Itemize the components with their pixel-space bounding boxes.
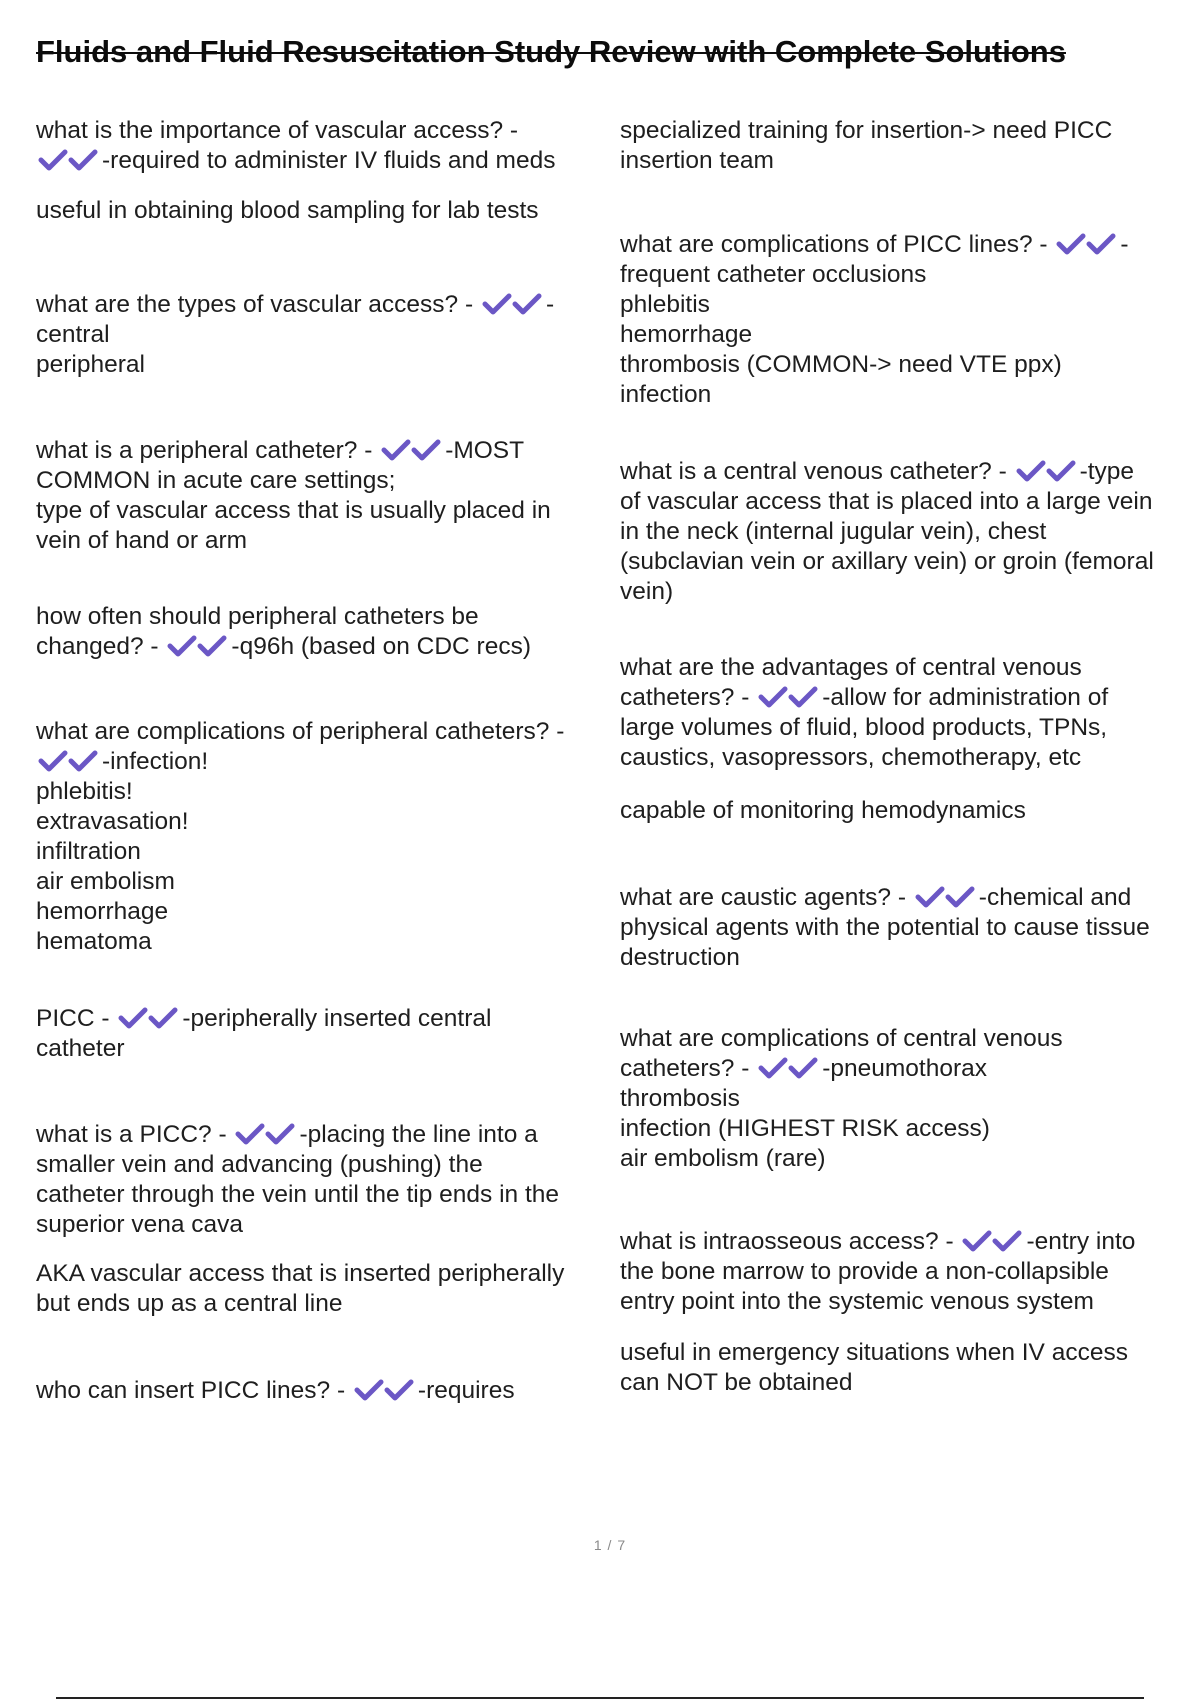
line-text: what is intraosseous access? - <box>620 1228 961 1255</box>
text-line <box>620 146 1195 176</box>
answer-text: -peripherally inserted central <box>182 1005 492 1032</box>
text-line <box>620 116 1195 146</box>
page-bottom-rule <box>56 1697 1144 1699</box>
text-line <box>36 1150 606 1180</box>
text-line <box>620 1227 1195 1257</box>
text-line <box>620 683 1195 713</box>
text-line <box>620 883 1195 913</box>
checkmark-icon <box>757 685 821 709</box>
line-text: vein) <box>620 578 674 605</box>
text-line <box>620 350 1195 380</box>
line-text: capable of monitoring hemodynamics <box>620 797 1026 824</box>
text-line <box>620 796 1195 826</box>
checkmark-icon <box>961 1229 1025 1253</box>
qa-block <box>36 290 606 380</box>
text-line <box>620 487 1195 517</box>
line-text: frequent catheter occlusions <box>620 261 927 288</box>
line-text: changed? - <box>36 633 166 660</box>
answer-text: -entry into <box>1026 1228 1136 1255</box>
text-line <box>36 1289 606 1319</box>
line-text: what is a PICC? - <box>36 1121 234 1148</box>
text-line <box>36 146 606 176</box>
line-text: air embolism (rare) <box>620 1145 826 1172</box>
line-text: catheter <box>36 1035 125 1062</box>
text-line <box>36 867 606 897</box>
text-line <box>620 1084 1195 1114</box>
text-line <box>36 1180 606 1210</box>
page-title: Fluids and Fluid Resuscitation Study Review with Complete Solutions <box>36 34 1066 69</box>
text-line <box>620 1287 1195 1317</box>
line-text: central <box>36 321 110 348</box>
qa-block <box>620 796 1195 826</box>
line-text: who can insert PICC lines? - <box>36 1377 352 1404</box>
text-line <box>36 837 606 867</box>
line-text: catheter through the vein until the tip ends in the <box>36 1181 560 1208</box>
line-text: phlebitis <box>620 291 710 318</box>
text-line <box>36 927 606 957</box>
line-text: caustics, vasopressors, chemotherapy, etc <box>620 744 1082 771</box>
text-line <box>620 943 1195 973</box>
line-text: what is a peripheral catheter? - <box>36 437 380 464</box>
text-line <box>620 320 1195 350</box>
text-line <box>36 290 606 320</box>
checkmark-icon <box>1015 459 1079 483</box>
qa-block <box>36 116 606 176</box>
line-text: superior vena cava <box>36 1211 244 1238</box>
text-line <box>36 526 606 556</box>
qa-block <box>620 1227 1195 1317</box>
answer-text: -requires <box>417 1377 515 1404</box>
qa-block <box>620 230 1195 410</box>
qa-block <box>620 1338 1195 1398</box>
checkmark-icon <box>37 749 101 773</box>
qa-block <box>620 883 1195 973</box>
line-text: infection <box>620 381 712 408</box>
text-line <box>620 230 1195 260</box>
text-line <box>36 897 606 927</box>
line-text: hematoma <box>36 928 152 955</box>
checkmark-icon <box>117 1006 181 1030</box>
line-text: phlebitis! <box>36 778 133 805</box>
line-text: how often should peripheral catheters be <box>36 603 479 630</box>
text-line <box>36 196 606 226</box>
text-line <box>36 320 606 350</box>
checkmark-icon <box>757 1056 821 1080</box>
answer-text: -q96h (based on CDC recs) <box>231 633 531 660</box>
line-text: physical agents with the potential to cause tissue <box>620 914 1150 941</box>
qa-block <box>36 1376 606 1406</box>
line-text: what is a central venous catheter? - <box>620 458 1014 485</box>
line-text: what are complications of PICC lines? - <box>620 231 1055 258</box>
text-line <box>620 713 1195 743</box>
text-line <box>36 1259 606 1289</box>
line-text: catheters? - <box>620 684 757 711</box>
line-text: can NOT be obtained <box>620 1369 853 1396</box>
line-text: air embolism <box>36 868 175 895</box>
text-line <box>36 717 606 747</box>
qa-block <box>36 1259 606 1319</box>
answer-text: - <box>1120 231 1129 258</box>
line-text: what are complications of peripheral catheters? - <box>36 718 565 745</box>
line-text: useful in obtaining blood sampling for lab tests <box>36 197 539 224</box>
answer-text: -infection! <box>102 748 209 775</box>
line-text: thrombosis (COMMON-> need VTE ppx) <box>620 351 1062 378</box>
text-line <box>36 466 606 496</box>
text-line <box>36 632 606 662</box>
answer-text: -MOST <box>445 437 525 464</box>
line-text: peripheral <box>36 351 145 378</box>
text-line <box>620 290 1195 320</box>
text-line <box>36 1210 606 1240</box>
text-line <box>620 1054 1195 1084</box>
text-line <box>36 350 606 380</box>
text-line <box>36 1034 606 1064</box>
line-text: but ends up as a central line <box>36 1290 343 1317</box>
checkmark-icon <box>234 1122 298 1146</box>
line-text: insertion team <box>620 147 774 174</box>
page-number: 1 / 7 <box>593 1537 627 1553</box>
checkmark-icon <box>380 438 444 462</box>
text-line <box>620 1368 1195 1398</box>
text-line <box>36 807 606 837</box>
text-line <box>36 116 606 146</box>
line-text: COMMON in acute care settings; <box>36 467 396 494</box>
line-text: large volumes of fluid, blood products, TPNs, <box>620 714 1108 741</box>
text-line <box>620 547 1195 577</box>
line-text: infiltration <box>36 838 141 865</box>
qa-block <box>36 602 606 662</box>
text-line <box>36 436 606 466</box>
line-text: destruction <box>620 944 740 971</box>
line-text: PICC - <box>36 1005 117 1032</box>
checkmark-icon <box>1055 232 1119 256</box>
checkmark-icon <box>481 292 545 316</box>
line-text: useful in emergency situations when IV access <box>620 1339 1128 1366</box>
line-text: thrombosis <box>620 1085 740 1112</box>
qa-block <box>36 1120 606 1240</box>
line-text: what are caustic agents? - <box>620 884 913 911</box>
line-text: AKA vascular access that is inserted peripherally <box>36 1260 565 1287</box>
qa-block <box>620 457 1195 607</box>
line-text: smaller vein and advancing (pushing) the <box>36 1151 483 1178</box>
answer-text: -type <box>1079 458 1135 485</box>
line-text: (subclavian vein or axillary vein) or groin (femoral <box>620 548 1154 575</box>
line-text: catheters? - <box>620 1055 757 1082</box>
answer-text: -required to administer IV fluids and meds <box>102 147 556 174</box>
answer-text: -placing the line into a <box>299 1121 538 1148</box>
qa-block <box>36 436 606 556</box>
qa-block <box>36 1004 606 1064</box>
text-line <box>620 653 1195 683</box>
text-line <box>36 1376 606 1406</box>
qa-block <box>36 717 606 957</box>
text-line <box>620 577 1195 607</box>
line-text: what are complications of central venous <box>620 1025 1063 1052</box>
text-line <box>36 602 606 632</box>
line-text: entry point into the systemic venous system <box>620 1288 1094 1315</box>
line-text: what is the importance of vascular access? - <box>36 117 519 144</box>
answer-text: -chemical and <box>978 884 1132 911</box>
line-text: the bone marrow to provide a non-collapsible <box>620 1258 1109 1285</box>
checkmark-icon <box>37 148 101 172</box>
line-text: hemorrhage <box>620 321 753 348</box>
text-line <box>36 747 606 777</box>
qa-block <box>620 1024 1195 1174</box>
text-line <box>620 913 1195 943</box>
text-line <box>620 517 1195 547</box>
line-text: specialized training for insertion-> need PICC <box>620 117 1113 144</box>
text-line <box>620 1338 1195 1368</box>
text-line <box>620 380 1195 410</box>
text-line <box>620 260 1195 290</box>
text-line <box>36 496 606 526</box>
text-line <box>620 1114 1195 1144</box>
line-text: of vascular access that is placed into a large vein <box>620 488 1153 515</box>
answer-text: -allow for administration of <box>822 684 1109 711</box>
qa-block <box>620 653 1195 773</box>
line-text: vein of hand or arm <box>36 527 248 554</box>
answer-text: -pneumothorax <box>822 1055 987 1082</box>
text-line <box>620 743 1195 773</box>
line-text: what are the advantages of central venous <box>620 654 1082 681</box>
line-text: infection (HIGHEST RISK access) <box>620 1115 990 1142</box>
text-line <box>620 1257 1195 1287</box>
answer-text: - <box>545 291 555 318</box>
text-line <box>36 1004 606 1034</box>
checkmark-icon <box>166 634 230 658</box>
line-text: type of vascular access that is usually placed in <box>36 497 551 524</box>
checkmark-icon <box>353 1378 417 1402</box>
checkmark-icon <box>914 885 978 909</box>
line-text: in the neck (internal jugular vein), chest <box>620 518 1047 545</box>
qa-block <box>620 116 1195 176</box>
text-line <box>620 1144 1195 1174</box>
line-text: extravasation! <box>36 808 189 835</box>
text-line <box>36 1120 606 1150</box>
qa-block <box>36 196 606 226</box>
text-line <box>36 777 606 807</box>
line-text: what are the types of vascular access? - <box>36 291 480 318</box>
text-line <box>620 1024 1195 1054</box>
text-line <box>620 457 1195 487</box>
line-text: hemorrhage <box>36 898 169 925</box>
